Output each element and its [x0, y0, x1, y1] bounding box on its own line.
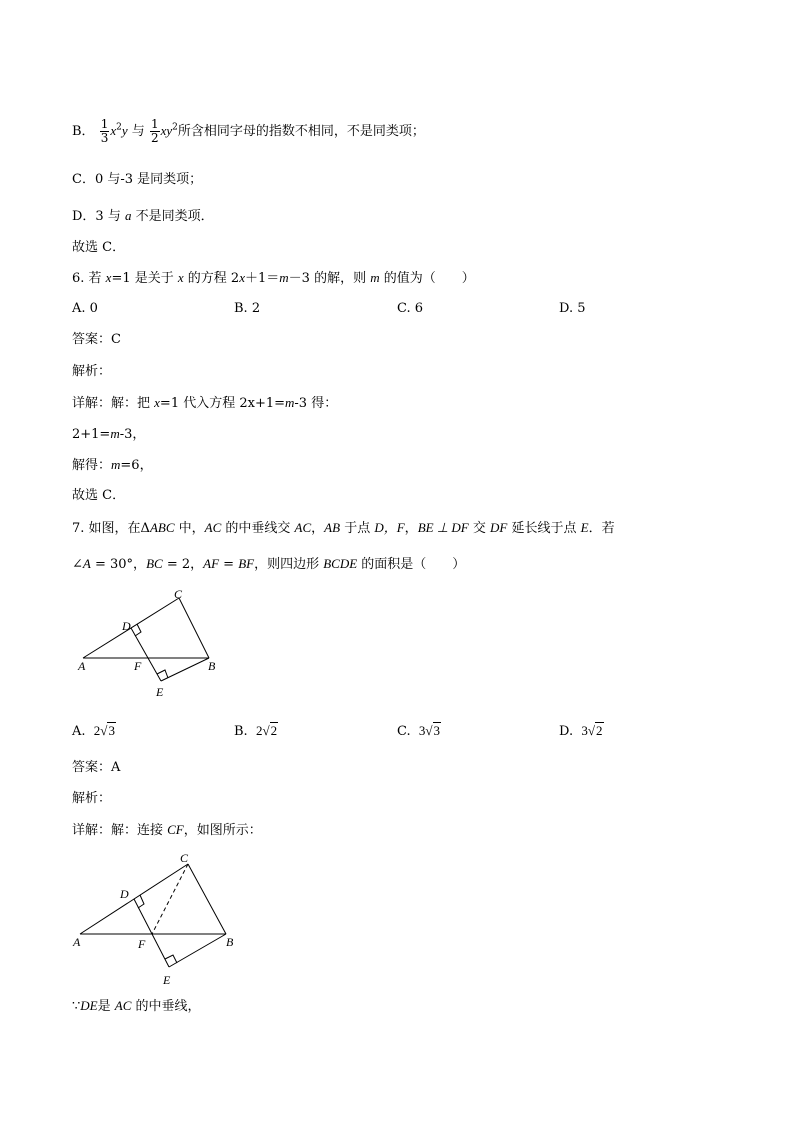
- text: 不是同类项．: [131, 209, 214, 224]
- q6-answer: 答案：C: [72, 332, 121, 347]
- q6-detail: [72, 394, 337, 413]
- question-6-stem: [72, 269, 475, 288]
- text: -3，: [119, 427, 146, 442]
- label-d: D: [122, 619, 131, 633]
- right-angle-mark-d: [138, 895, 144, 908]
- q6-option-d: D. 5: [559, 301, 586, 316]
- variable: x: [105, 270, 112, 285]
- radical-expression: 3√2: [581, 723, 603, 738]
- text: 详解：解：连接: [72, 823, 168, 838]
- label-f: F: [134, 659, 142, 673]
- variable: x: [239, 270, 245, 285]
- q6-option-b: B. 2: [234, 301, 261, 316]
- text: 详解：解：把: [72, 396, 155, 411]
- radicand: 3: [433, 723, 441, 738]
- text: 6. 若: [72, 271, 106, 286]
- label-b: B: [208, 659, 216, 673]
- label-c: C: [180, 851, 189, 865]
- variable: m: [279, 270, 289, 285]
- q6-selection: 故选 C．: [72, 488, 126, 503]
- option-b-explanation: [72, 118, 425, 145]
- variable: m: [370, 270, 380, 285]
- radical-expression: 3√3: [418, 723, 441, 738]
- text: -3 得：: [294, 396, 338, 411]
- text: 的面积是（ ）: [357, 557, 466, 572]
- q7-reasoning-line: [72, 997, 201, 1016]
- q7-option-b: [234, 722, 278, 741]
- text: 7. 如图，在Δ: [72, 521, 150, 536]
- coefficient: 3: [418, 723, 426, 738]
- text: 解得：: [72, 458, 112, 473]
- label-c: C: [174, 588, 183, 601]
- math: DE: [80, 998, 98, 1013]
- text: ，则四边形: [254, 557, 324, 572]
- exponent: 2: [172, 122, 178, 133]
- text: ．若: [588, 521, 615, 536]
- text: ＋1＝: [245, 271, 280, 286]
- text: 是: [97, 999, 115, 1014]
- variable: x: [177, 270, 184, 285]
- fraction-denominator: 2: [150, 131, 159, 145]
- radical-expression: 2√3: [93, 723, 115, 738]
- option-letter: D.: [559, 724, 574, 739]
- text: ∵: [72, 999, 81, 1014]
- math: BCDE: [323, 556, 358, 571]
- option-c-explanation: C．0 与-3 是同类项；: [72, 172, 203, 187]
- label-f: F: [138, 937, 146, 951]
- q7-detail: [72, 821, 262, 840]
- term-y: y: [121, 123, 128, 138]
- label-a: A: [73, 935, 81, 949]
- option-b-prefix: B．: [72, 124, 95, 139]
- option-letter: C.: [397, 724, 411, 739]
- text: = 2，: [162, 557, 204, 572]
- q6-analysis-label: 解析：: [72, 364, 112, 379]
- q7-analysis-label: 解析：: [72, 791, 112, 806]
- question-7-stem-line-1: [72, 519, 615, 538]
- text: 的中垂线交: [221, 521, 295, 536]
- segment-be: [169, 934, 226, 967]
- label-e: E: [156, 685, 164, 699]
- q7-option-a: [72, 722, 116, 741]
- coefficient: 2: [93, 723, 101, 738]
- option-letter: A.: [72, 724, 86, 739]
- q6-option-c: C. 6: [397, 301, 424, 316]
- text: ，: [311, 521, 325, 536]
- fraction-one-third: [100, 118, 110, 145]
- text: 的中垂线，: [131, 999, 201, 1014]
- figure-triangle-2: [68, 846, 246, 990]
- text: =6，: [120, 458, 153, 473]
- right-angle-mark-d: [135, 624, 141, 636]
- math: BF: [238, 556, 255, 571]
- radical-expression: 2√2: [255, 723, 278, 738]
- math: BE ⊥ DF: [417, 520, 469, 535]
- exponent: 2: [116, 122, 122, 133]
- label-e: E: [163, 973, 171, 987]
- q6-step-1: [72, 425, 145, 444]
- math: BC: [146, 556, 163, 571]
- q6-step-2: [72, 456, 153, 475]
- option-b-suffix: 所含相同字母的指数不相同，不是同类项；: [177, 124, 425, 139]
- math: DF: [490, 520, 508, 535]
- variable: x: [154, 395, 160, 410]
- variable: m: [110, 426, 120, 441]
- text: ∠: [72, 557, 83, 572]
- question-7-stem-line-2: [72, 555, 465, 574]
- text: =1 是关于: [111, 271, 178, 286]
- segment-cb: [179, 598, 209, 658]
- figure-triangle-1: [70, 588, 230, 700]
- text: =: [219, 557, 239, 572]
- text: 中，: [174, 521, 205, 536]
- q7-option-d: [559, 722, 604, 741]
- text: 的值为（ ）: [379, 271, 475, 286]
- math: AB: [324, 520, 341, 535]
- math: D，F: [374, 520, 405, 535]
- radicand: 2: [596, 723, 603, 738]
- math: AC: [204, 520, 222, 535]
- term-x: x: [110, 123, 117, 138]
- segment-cf-dashed: [152, 864, 188, 934]
- text: 于点: [340, 521, 375, 536]
- q6-option-a: A. 0: [72, 301, 98, 316]
- text: 2+1=: [72, 427, 111, 442]
- math: E: [580, 520, 589, 535]
- math: CF: [167, 822, 184, 837]
- q7-answer: 答案：A: [72, 760, 121, 775]
- text: 延长线于点: [507, 521, 581, 536]
- option-letter: B.: [234, 724, 248, 739]
- label-a: A: [78, 659, 86, 673]
- math: AF: [203, 556, 220, 571]
- conjunction: 与: [131, 124, 145, 139]
- math: AC: [294, 520, 312, 535]
- term-xy: xy: [160, 123, 173, 138]
- coefficient: 3: [581, 723, 588, 738]
- text: 的方程 2: [183, 271, 240, 286]
- text: 交: [468, 521, 490, 536]
- coefficient: 2: [255, 723, 263, 738]
- option-d-explanation: [72, 207, 214, 226]
- fraction-one-half: [150, 118, 160, 145]
- math: A: [82, 556, 91, 571]
- text: =1 代入方程 2x+1=: [159, 396, 286, 411]
- variable: a: [124, 208, 132, 223]
- label-b: B: [226, 935, 234, 949]
- segment-de: [134, 899, 169, 967]
- radicand: 2: [270, 723, 278, 738]
- text: ，如图所示：: [183, 823, 262, 838]
- label-d: D: [120, 887, 129, 901]
- fraction-numerator: 1: [100, 117, 109, 131]
- variable: m: [111, 457, 121, 472]
- math: ABC: [149, 520, 175, 535]
- math: AC: [114, 998, 132, 1013]
- text: ，: [404, 521, 418, 536]
- radicand: 3: [108, 723, 115, 738]
- fraction-numerator: 1: [150, 117, 159, 131]
- selection-line: 故选 C．: [72, 240, 126, 255]
- text: = 30°，: [90, 557, 147, 572]
- variable: m: [285, 395, 295, 410]
- fraction-denominator: 3: [100, 131, 109, 145]
- text: －3 的解，则: [288, 271, 371, 286]
- segment-cb: [188, 864, 226, 934]
- text: D．3 与: [72, 209, 125, 224]
- q7-option-c: [397, 722, 441, 741]
